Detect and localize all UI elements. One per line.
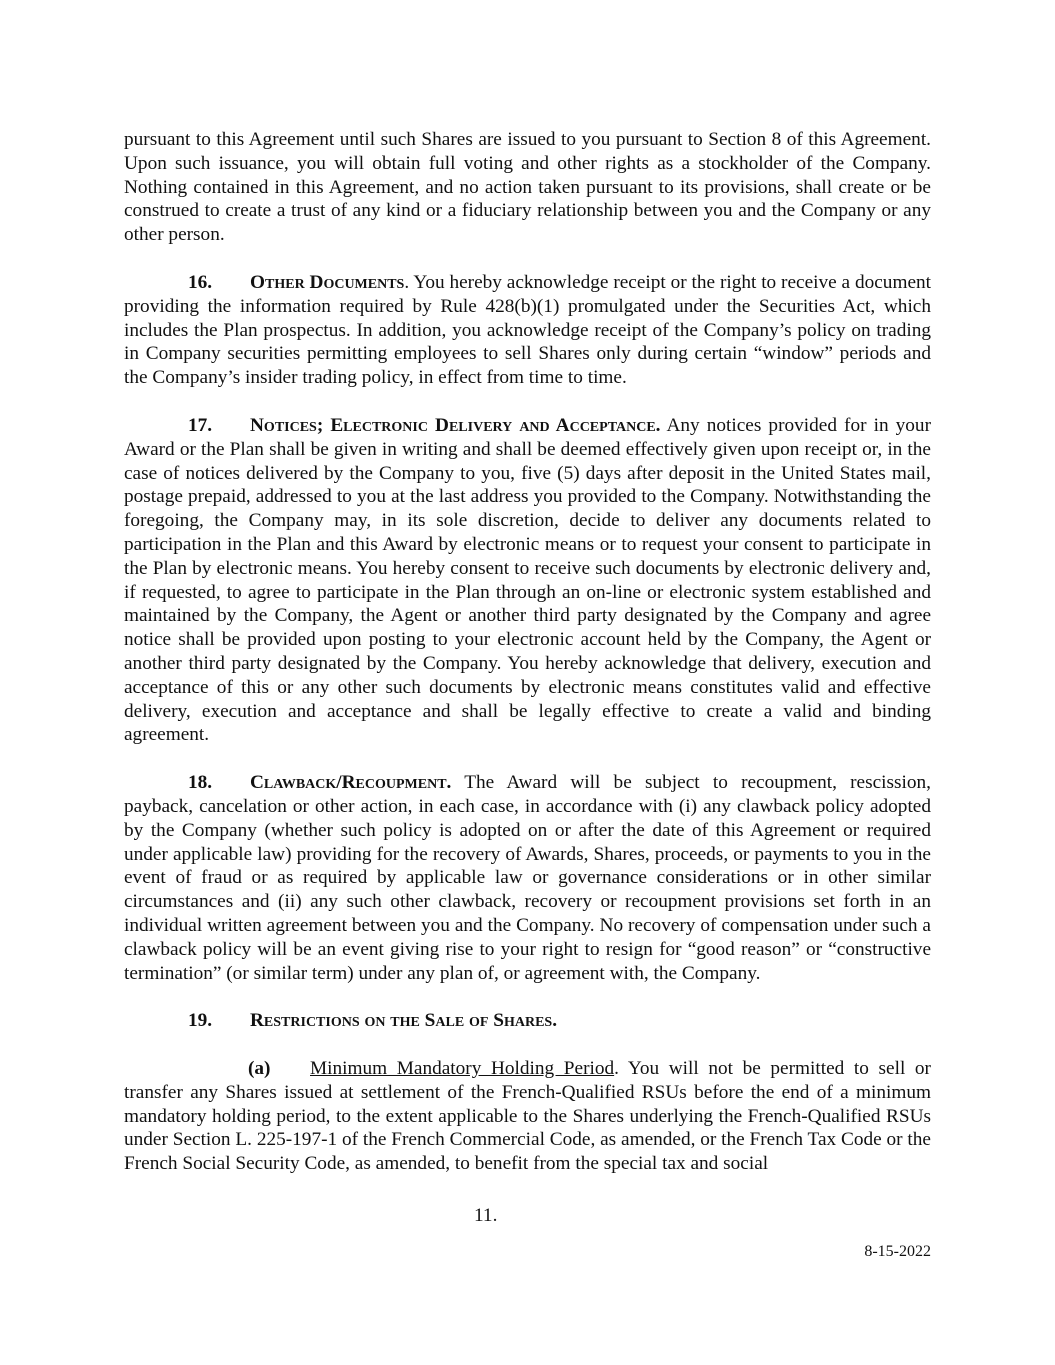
- section-heading: Restrictions on the Sale of Shares.: [250, 1010, 558, 1032]
- section-18: [124, 771, 931, 985]
- section-17: [124, 414, 931, 747]
- section-body: Any notices provided for in your Award or the Plan shall be given in writing and shall be deemed effectively given upon receipt or, in the case of notices delivered by the Company to you, five (5) days after deposit in the United States mail, postage prepaid, addressed to you at the last address you provided to the Company. Notwithstanding the foregoing, the Company may, in its sole discretion, decide to deliver any documents related to participation in the Plan and this Award by electronic means or to request your consent to participate in the Plan by electronic means. You hereby consent to receive such documents by electronic delivery and, if requested, to agree to participate in the Plan through an on-line or electronic system established and maintained by the Company, the Agent or another third party designated by the Company and agree notice shall be provided upon posting to your electronic account held by the Company, the Agent or another third party designated by the Company. You hereby acknowledge that delivery, execution and acceptance of this or any other such documents by electronic means constitutes valid and effective delivery, execution and acceptance and shall be legally effective to create a valid and binding agreement.: [124, 414, 931, 746]
- subsection-a: [124, 1057, 931, 1176]
- subsection-title: Minimum Mandatory Holding Period: [310, 1058, 615, 1080]
- document-page: [124, 128, 931, 1176]
- section-heading: Other Documents: [250, 271, 405, 293]
- section-number: 19.: [188, 1010, 213, 1032]
- section-16: [124, 271, 931, 390]
- section-body: You hereby acknowledge receipt or the right to receive a document providing the information required by Rule 428(b)(1) promulgated under the Securities Act, which includes the Plan prospectus. In addition, you acknowledge receipt of the Company’s policy on trading in Company securities permitting employees to sell Shares only during certain “window” periods and the Company’s insider trading policy, in effect from time to time.: [124, 271, 931, 389]
- subsection-body: . You will not be permitted to sell or transfer any Shares issued at settlement of the French-Qualified RSUs before the end of a minimum mandatory holding period, to the extent applicable to the Shares underlying the French-Qualified RSUs under Section L. 225-197-1 of the French Commercial Code, as amended, or the French Tax Code or the French Social Security Code, as amended, to benefit from the special tax and social: [124, 1058, 931, 1175]
- section-number: 18.: [188, 772, 213, 794]
- continuation-paragraph: pursuant to this Agreement until such Shares are issued to you pursuant to Section 8 of this Agreement. Upon such issuance, you will obtain full voting and other rights as a stockholder of the Company. Nothing contained in this Agreement, and no action taken pursuant to its provisions, shall create or be construed to create a trust of any kind or a fiduciary relationship between you and the Company or any other person.: [124, 129, 931, 246]
- section-heading-suffix: .: [404, 271, 410, 293]
- subsection-label: (a): [248, 1058, 271, 1080]
- section-19: [124, 1009, 931, 1033]
- section-number: 16.: [188, 271, 213, 293]
- footer-date: 8-15-2022: [864, 1243, 931, 1260]
- section-heading: Clawback/Recoupment.: [250, 772, 452, 794]
- section-body: The Award will be subject to recoupment, rescission, payback, cancelation or other action, in each case, in accordance with (i) any clawback policy adopted by the Company (whether such policy is adopted on or after the date of this Agreement or required under applicable law) providing for the recovery of Awards, Shares, proceeds, or payments to you in the event of fraud or as required by applicable law or governance considerations or in other similar circumstances and (ii) any such other clawback, recovery or recoupment provisions set forth in an individual written agreement between you and the Company. No recovery of compensation under such a clawback policy will be an event giving rise to your right to resign for “good reason” or “constructive termination” (or similar term) under any plan of, or agreement with, the Company.: [124, 772, 931, 984]
- section-number: 17.: [188, 414, 213, 436]
- page-number: 11.: [474, 1205, 498, 1226]
- section-heading: Notices; Electronic Delivery and Acceptance.: [250, 414, 661, 436]
